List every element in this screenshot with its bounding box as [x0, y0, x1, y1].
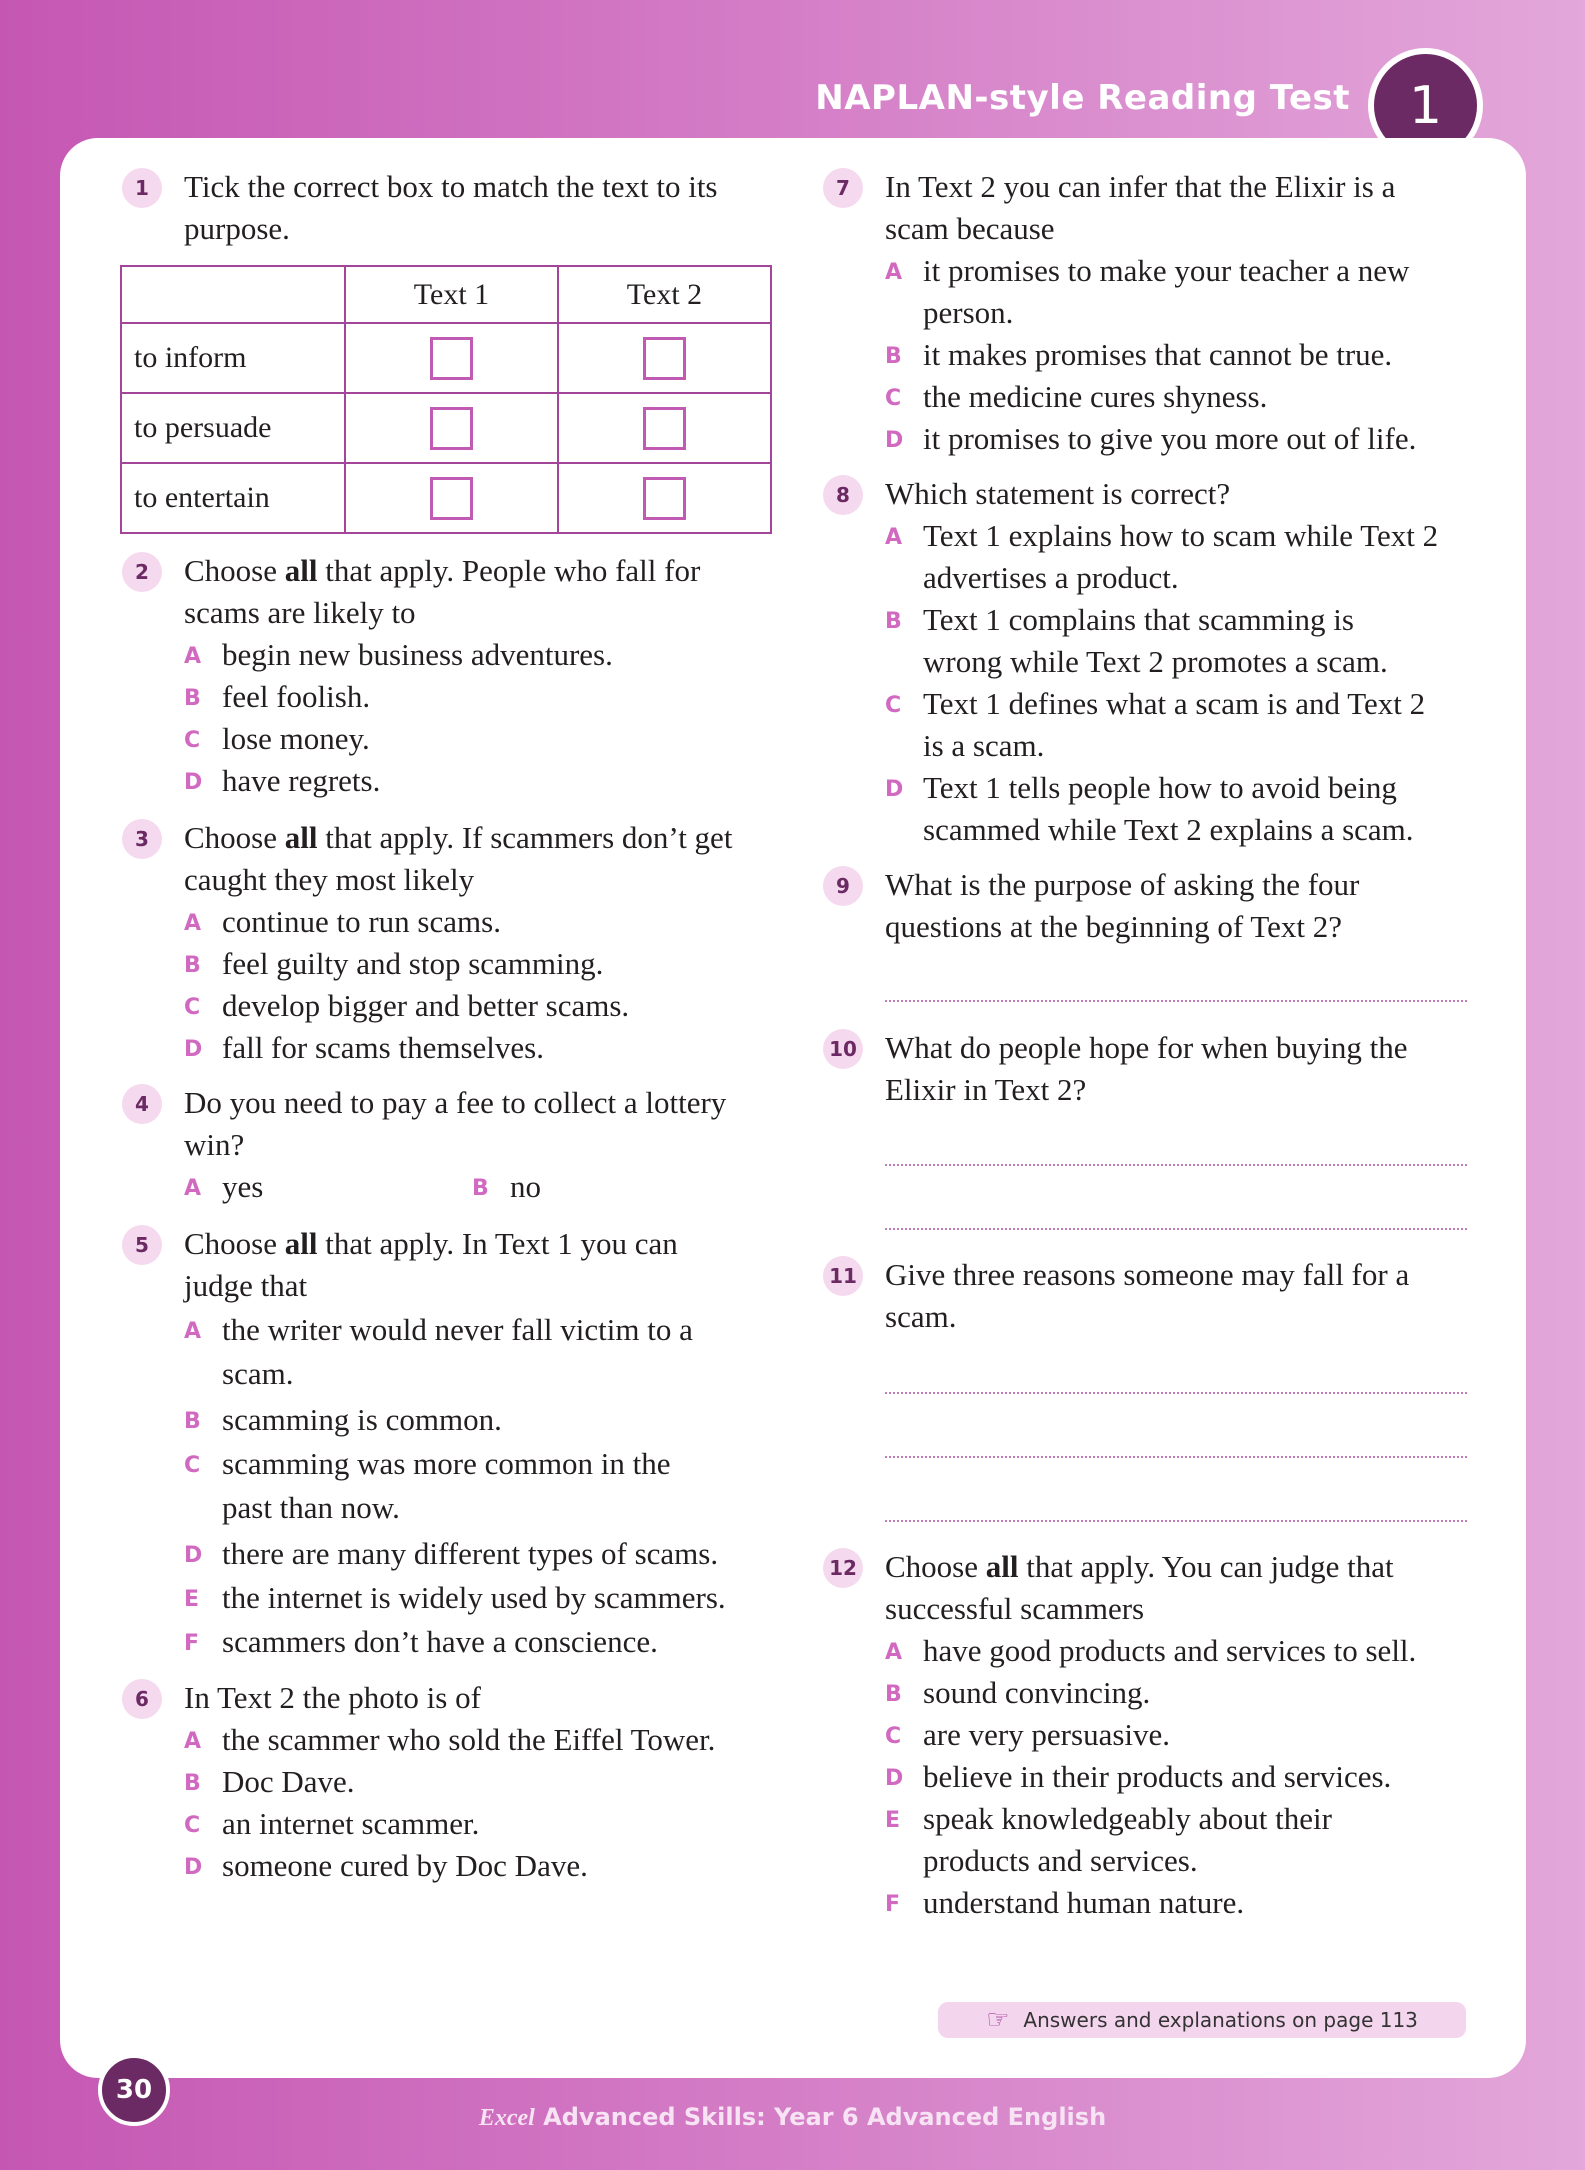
- question-stem: In Text 2 you can infer that the Elixir is a: [885, 169, 1396, 204]
- question-stem: Choose all that apply. If scammers don’t get: [184, 820, 733, 855]
- question-number: 1: [122, 168, 162, 208]
- question-5: 5 Choose all that apply. In Text 1 you can judge that A the writer would never fall victim to a scam. B scamming is common. C scamming was more common in the past than now. D there are many different types of scams. E the internet is widely used by scammers. F scammers don’t have a conscience.: [122, 1223, 782, 1663]
- question-12: 12 Choose all that apply. You can judge that successful scammers A have good products and services to sell. B sound convincing. C are very persuasive. D believe in their products and services. E speak knowledgeably about their products and services. F understand human nature.: [823, 1546, 1503, 1926]
- question-stem: Give three reasons someone may fall for a: [885, 1257, 1410, 1292]
- question-stem-line2: Elixir in Text 2?: [885, 1072, 1087, 1107]
- question-stem: What is the purpose of asking the four: [885, 867, 1360, 902]
- answers-note[interactable]: [938, 2002, 1466, 2038]
- question-number: 5: [122, 1225, 162, 1265]
- tick-box[interactable]: [430, 477, 473, 520]
- question-stem-line2: scam.: [885, 1299, 957, 1334]
- answer-line[interactable]: [885, 1392, 1467, 1394]
- book-title: Excel Advanced Skills: Year 6 Advanced English: [478, 2103, 1107, 2131]
- test-number-badge: 1: [1368, 48, 1483, 163]
- tick-box[interactable]: [643, 477, 686, 520]
- table-corner: [121, 266, 345, 323]
- tick-box[interactable]: [430, 337, 473, 380]
- question-3: 3 Choose all that apply. If scammers don’t get caught they most likely A continue to run scams. B feel guilty and stop scamming. C develop bigger and better scams. D fall for scams themselves.: [122, 817, 782, 1067]
- column-header: Text 2: [558, 266, 771, 323]
- question-stem: Which statement is correct?: [885, 476, 1231, 511]
- pointing-hand-icon: ☞: [986, 2005, 1010, 2035]
- question-stem-line2: scam because: [885, 211, 1055, 246]
- question-11: [823, 1254, 1503, 1344]
- question-stem: Choose all that apply. People who fall for: [184, 553, 701, 588]
- column-header: Text 1: [345, 266, 558, 323]
- question-number: 3: [122, 819, 162, 859]
- question-stem: In Text 2 the photo is of: [184, 1680, 481, 1715]
- question-2: 2 Choose all that apply. People who fall for scams are likely to A begin new business adventures. B feel foolish. C lose money. D have regrets.: [122, 550, 782, 800]
- row-label: to entertain: [121, 463, 345, 533]
- question-stem-line2: caught they most likely: [184, 862, 475, 897]
- question-7: 7 In Text 2 you can infer that the Elixir is a scam because A it promises to make your teacher a new person. B it makes promises that cannot be true. C the medicine cures shyness. D it promises to give you more out of life.: [823, 166, 1503, 466]
- question-stem: Tick the correct box to match the text to its purpose.: [184, 169, 718, 246]
- page-number: 30: [98, 2054, 170, 2126]
- answer-line[interactable]: [885, 1520, 1467, 1522]
- question-10: [823, 1027, 1503, 1117]
- question-number: 10: [823, 1029, 863, 1069]
- page-header-title: NAPLAN-style Reading Test: [815, 78, 1350, 118]
- question-stem-line2: successful scammers: [885, 1591, 1145, 1626]
- answer-line[interactable]: [885, 1228, 1467, 1230]
- purpose-tick-table: [120, 265, 772, 534]
- question-6: 6 In Text 2 the photo is of A the scammer who sold the Eiffel Tower. B Doc Dave. C an internet scammer. D someone cured by Doc Dave.: [122, 1677, 782, 1897]
- tick-box[interactable]: [430, 407, 473, 450]
- answers-note-text: Answers and explanations on page 113: [1023, 2008, 1418, 2032]
- question-number: 2: [122, 552, 162, 592]
- question-stem-line2: win?: [184, 1127, 245, 1162]
- question-number: 12: [823, 1548, 863, 1588]
- row-label: to inform: [121, 323, 345, 393]
- question-number: 8: [823, 475, 863, 515]
- question-number: 7: [823, 168, 863, 208]
- answer-line[interactable]: [885, 1164, 1467, 1166]
- question-number: 11: [823, 1256, 863, 1296]
- answer-line[interactable]: [885, 1000, 1467, 1002]
- question-8: 8 Which statement is correct? A Text 1 explains how to scam while Text 2 advertises a product. B Text 1 complains that scamming is wrong while Text 2 promotes a scam. C Text 1 defines what a scam is and Text 2 is a scam. D Text 1 tells people how to avoid being scammed while Text 2 explains a scam.: [823, 473, 1503, 853]
- question-stem-line2: judge that: [184, 1268, 308, 1303]
- question-stem: Choose all that apply. You can judge that: [885, 1549, 1394, 1584]
- question-stem: Do you need to pay a fee to collect a lottery: [184, 1085, 727, 1120]
- question-stem: Choose all that apply. In Text 1 you can: [184, 1226, 678, 1261]
- question-number: 9: [823, 866, 863, 906]
- question-stem: What do people hope for when buying the: [885, 1030, 1408, 1065]
- question-4: 4 Do you need to pay a fee to collect a lottery win? A yes B no: [122, 1082, 782, 1212]
- row-label: to persuade: [121, 393, 345, 463]
- question-number: 4: [122, 1084, 162, 1124]
- tick-box[interactable]: [643, 337, 686, 380]
- question-stem-line2: scams are likely to: [184, 595, 416, 630]
- question-stem-line2: questions at the beginning of Text 2?: [885, 909, 1343, 944]
- tick-box[interactable]: [643, 407, 686, 450]
- question-number: 6: [122, 1679, 162, 1719]
- answer-line[interactable]: [885, 1456, 1467, 1458]
- question-9: [823, 864, 1503, 954]
